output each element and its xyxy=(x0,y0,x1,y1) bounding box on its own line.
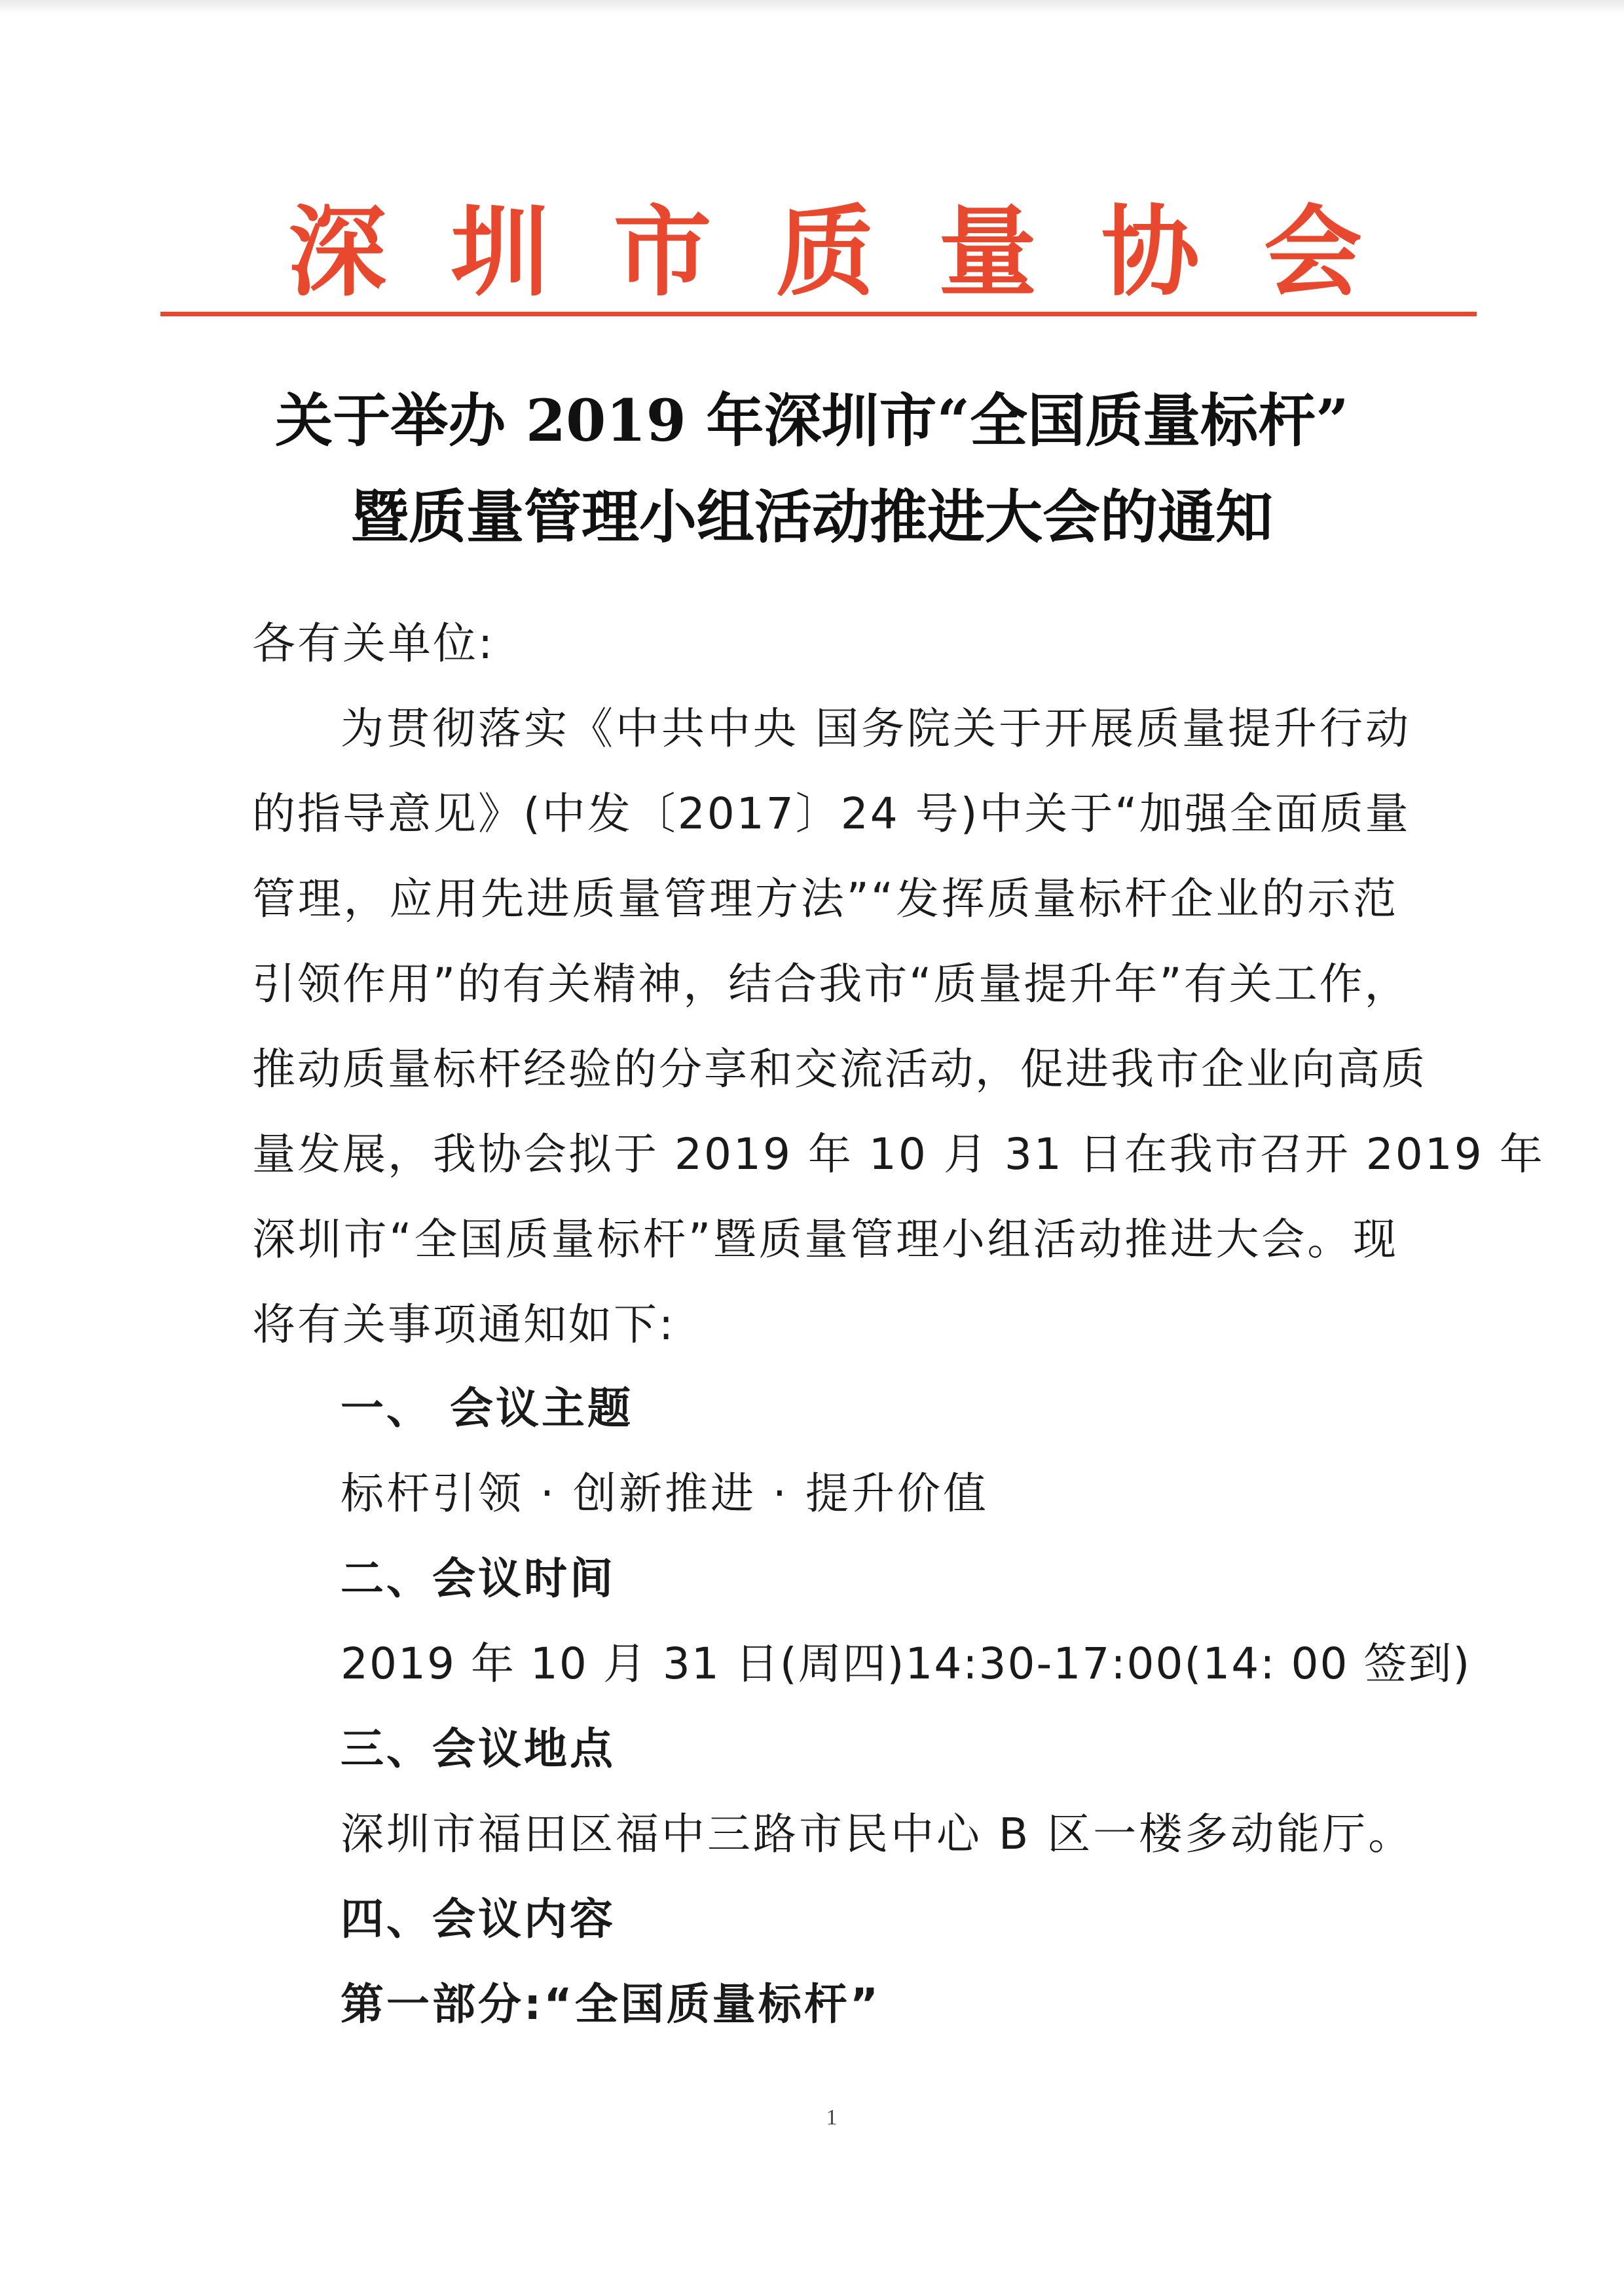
body-line: 为贯彻落实《中共中央 国务院关于开展质量提升行动 xyxy=(341,703,1411,754)
body-line: 深圳市“全国质量标杆”暨质量管理小组活动推进大会。现 xyxy=(252,1214,1398,1265)
page-number: 1 xyxy=(826,2105,838,2130)
org-char: 市 xyxy=(613,194,712,310)
section-heading-time: 二、会议时间 xyxy=(341,1553,616,1604)
section-heading-content: 四、会议内容 xyxy=(341,1894,616,1944)
org-letterhead xyxy=(288,196,1362,308)
salutation: 各有关单位: xyxy=(252,618,495,669)
body-line: 推动质量标杆经验的分享和交流活动，促进我市企业向高质 xyxy=(252,1044,1427,1094)
letterhead-red-rule xyxy=(160,312,1477,316)
body-line: 的指导意见》(中发〔2017〕24 号)中关于“加强全面质量 xyxy=(252,788,1411,839)
org-char: 质 xyxy=(775,194,874,310)
section-heading-location: 三、会议地点 xyxy=(341,1724,616,1774)
scan-edge xyxy=(0,0,1624,14)
org-char: 深 xyxy=(288,194,387,310)
document-title-line-2: 暨质量管理小组活动推进大会的通知 xyxy=(350,483,1273,551)
body-line: 引领作用”的有关精神，结合我市“质量提升年”有关工作， xyxy=(252,959,1410,1009)
org-char: 圳 xyxy=(451,194,549,310)
section-content-location: 深圳市福田区福中三路市民中心 B 区一楼多动能厅。 xyxy=(341,1809,1414,1859)
body-line: 量发展，我协会拟于 2019 年 10 月 31 日在我市召开 2019 年 xyxy=(252,1129,1545,1179)
section-subheading-part-one: 第一部分:“全国质量标杆” xyxy=(341,1979,881,2029)
body-line: 管理，应用先进质量管理方法”“发挥质量标杆企业的示范 xyxy=(252,874,1398,924)
body-line: 将有关事项通知如下: xyxy=(252,1299,676,1350)
document-title-line-1: 关于举办 2019 年深圳市“全国质量标杆” xyxy=(275,386,1349,454)
section-content-theme: 标杆引领 · 创新推进 · 提升价值 xyxy=(341,1468,989,1519)
section-content-time: 2019 年 10 月 31 日(周四)14:30-17:00(14: 00 签到) xyxy=(341,1639,1471,1689)
section-heading-theme: 一、 会议主题 xyxy=(341,1383,633,1434)
org-char: 会 xyxy=(1263,194,1362,310)
org-char: 协 xyxy=(1101,194,1200,310)
org-char: 量 xyxy=(938,194,1037,310)
